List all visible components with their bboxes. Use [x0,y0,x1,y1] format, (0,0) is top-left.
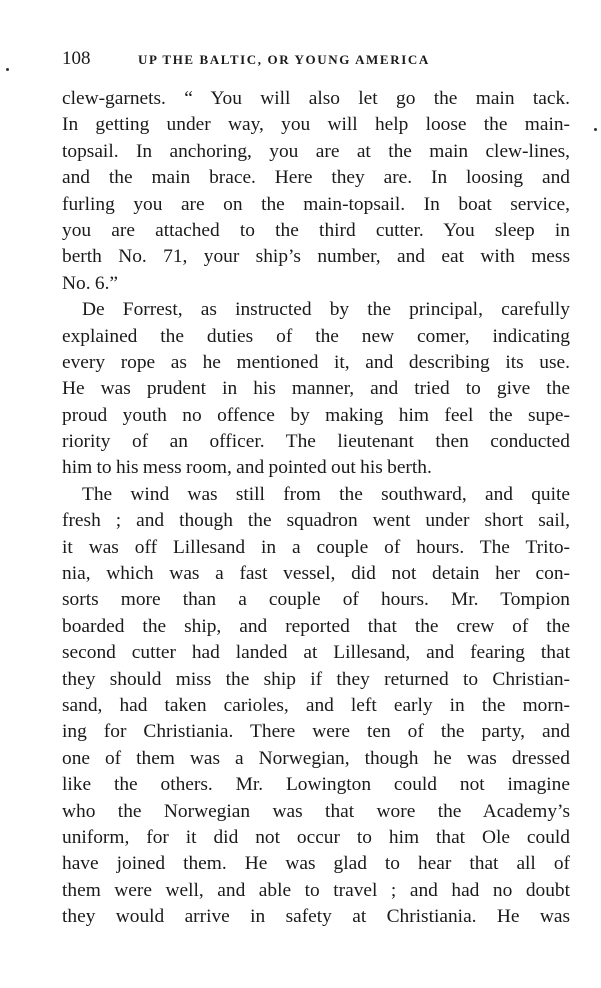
text-line: nia, which was a fast vessel, did not detain her con- [62,563,570,585]
margin-speck [6,68,9,71]
text-line: De Forrest, as instructed by the principal, carefully [82,299,570,321]
text-line: clew-garnets. “ You will also let go the main tack. [62,88,570,109]
page-number: 108 [62,48,91,69]
text-line: uniform, for it did not occur to him that Ole could [62,826,570,848]
body-text [62,86,570,931]
text-line: and the main brace. Here they are. In loosing and [62,167,570,189]
text-line: riority of an officer. The lieutenant then conducted [62,431,570,453]
text-line: In getting under way, you will help loose the main- [62,114,570,136]
text-line: topsail. In anchoring, you are at the main clew-lines, [62,140,570,162]
text-line: berth No. 71, your ship’s number, and eat with mess [62,246,570,268]
text-line: like the others. Mr. Lowington could not imagine [62,774,570,796]
text-line: He was prudent in his manner, and tried to give the [62,378,570,400]
text-line: them were well, and able to travel ; and had no doubt [62,879,570,901]
book-page [62,48,570,931]
text-line: boarded the ship, and reported that the crew of the [62,615,570,637]
text-line: have joined them. He was glad to hear that all of [62,853,570,875]
page-header [62,48,570,74]
text-line: furling you are on the main-topsail. In boat service, [62,193,570,215]
text-line: proud youth no offence by making him feel the supe- [62,404,570,426]
text-line: they should miss the ship if they returned to Christian- [62,668,570,690]
text-line: explained the duties of the new comer, indicating [62,325,570,347]
text-line: it was off Lillesand in a couple of hours. The Trito- [62,536,570,558]
text-line: fresh ; and though the squadron went under short sail, [62,510,570,532]
text-line: ing for Christiania. There were ten of the party, and [62,721,570,743]
margin-speck [594,128,597,131]
text-line: sorts more than a couple of hours. Mr. Tompion [62,589,570,611]
text-line: they would arrive in safety at Christiania. He was [62,906,570,928]
text-line: second cutter had landed at Lillesand, and fearing that [62,642,570,664]
text-line: every rope as he mentioned it, and describing its use. [62,351,570,373]
text-line: sand, had taken carioles, and left early in the morn- [62,694,570,716]
text-line: one of them was a Norwegian, though he was dressed [62,747,570,769]
running-title: UP THE BALTIC, OR YOUNG AMERICA [138,52,430,67]
text-line: who the Norwegian was that wore the Academy’s [62,800,570,822]
text-line: him to his mess room, and pointed out his berth. [62,457,432,479]
text-line: No. 6.” [62,272,119,294]
text-line: you are attached to the third cutter. You sleep in [62,219,570,241]
text-line: The wind was still from the southward, and quite [82,483,570,505]
